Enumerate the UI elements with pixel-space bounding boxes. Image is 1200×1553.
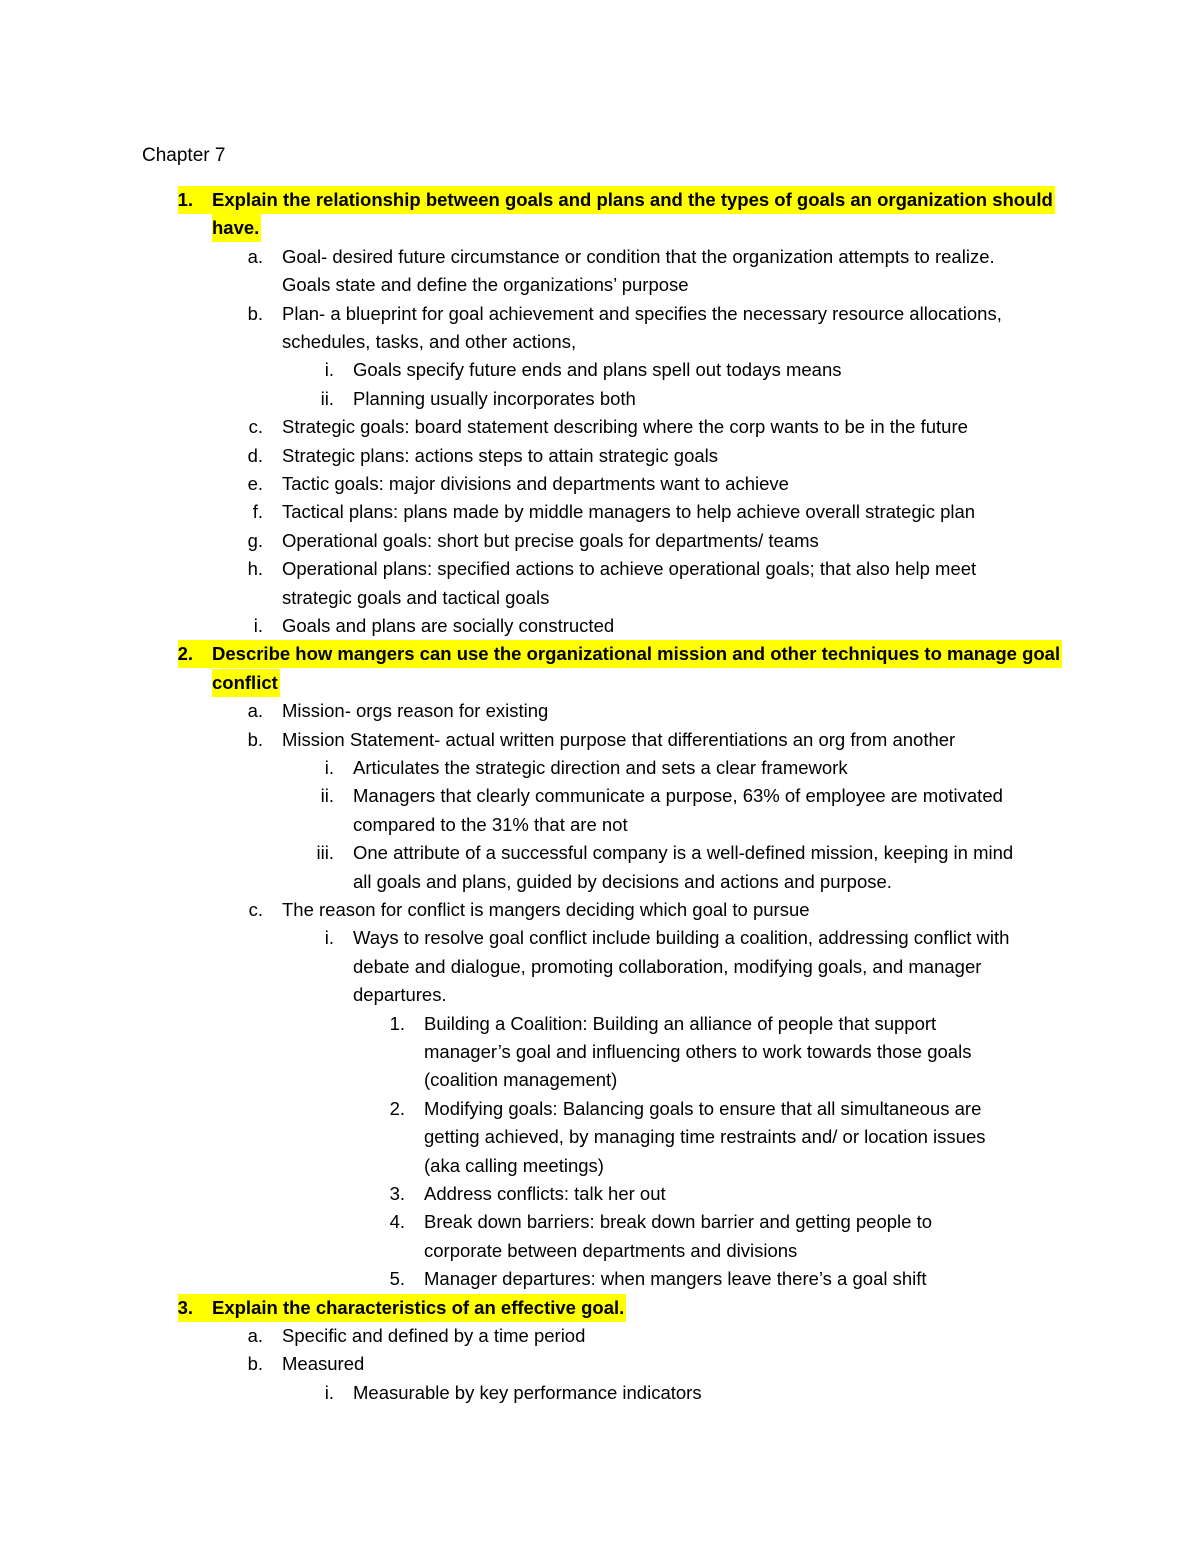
list-item-continuation: manager’s goal and influencing others to work towards those goals [424,1041,972,1062]
list-marker: 5. [389,1268,405,1290]
list-item-text: Mission Statement- actual written purpose that differentiations an org from another [282,728,956,750]
list-item-text: Strategic plans: actions steps to attain strategic goals [282,444,719,466]
list-item-text: Managers that clearly communicate a purpose, 63% of employee are motivated [353,785,1003,807]
list-item-continuation: strategic goals and tactical goals [282,586,550,608]
list-item-continuation: schedules, tasks, and other actions, [282,331,577,352]
list-marker: 2. [389,1097,405,1119]
list-item-text: Operational plans: specified actions to achieve operational goals; that also help meet [282,558,977,580]
list-item-text: Building a Coalition: Building an alliance of people that support [424,1012,937,1034]
list-item-text: One attribute of a successful company is a well-defined mission, keeping in mind [353,842,1014,864]
list-item-text: Tactical plans: plans made by middle managers to help achieve overall strategic plan [282,501,976,523]
list-item-continuation: debate and dialogue, promoting collaboration, modifying goals, and manager [353,955,982,977]
list-marker: 1. [178,186,212,214]
list-marker: iii. [316,842,334,864]
list-marker: 2. [178,640,212,668]
list-item-continuation: (aka calling meetings) [424,1154,604,1176]
page-title: Chapter 7 [142,145,226,166]
list-item-text: Break down barriers: break down barrier and getting people to [424,1211,933,1233]
list-item-text: Planning usually incorporates both [353,387,636,409]
list-item-text: Explain the relationship between goals and plans and the types of goals an organization should [212,186,1055,214]
list-item-text: Goal- desired future circumstance or condition that the organization attempts to realize. [282,245,995,267]
list-marker: i. [324,359,334,381]
list-item-text: Goals specify future ends and plans spell out todays means [353,359,842,381]
list-item-text: Tactic goals: major divisions and departments want to achieve [282,473,789,494]
list-marker: f. [252,501,263,523]
list-item-text: Specific and defined by a time period [282,1325,586,1346]
list-item-text: Manager departures: when mangers leave there’s a goal shift [424,1268,927,1290]
list-marker: a. [247,1325,263,1346]
list-marker: b. [247,302,263,324]
list-marker: c. [248,899,263,920]
list-item-continuation: compared to the 31% that are not [353,813,628,835]
list-marker: 3. [178,1294,212,1322]
list-item-continuation: have. [212,214,261,242]
list-marker: b. [247,1353,263,1375]
list-item-text: Plan- a blueprint for goal achievement and specifies the necessary resource allocations, [282,302,1002,324]
list-marker: 3. [389,1183,405,1204]
list-item-text: The reason for conflict is mangers deciding which goal to pursue [282,899,810,920]
list-item-continuation: Goals state and define the organizations’ purpose [282,274,689,296]
list-item-continuation: conflict [212,669,280,697]
list-item-text: Measured [282,1353,365,1375]
list-item-continuation: getting achieved, by managing time restraints and/ or location issues [424,1126,986,1148]
list-marker: g. [247,529,263,551]
list-item-text: Mission- orgs reason for existing [282,700,549,722]
list-item-text: Articulates the strategic direction and sets a clear framework [353,757,848,778]
list-item-continuation: corporate between departments and divisions [424,1239,798,1261]
list-item-text: Describe how mangers can use the organizational mission and other techniques to manage goal [212,640,1062,668]
list-marker: c. [248,416,263,438]
list-marker: d. [247,444,263,466]
list-item-text: Address conflicts: talk her out [424,1183,666,1204]
list-item-text: Modifying goals: Balancing goals to ensure that all simultaneous are [424,1097,982,1119]
list-marker: i. [324,927,334,949]
list-item-text: Strategic goals: board statement describing where the corp wants to be in the future [282,416,968,438]
list-marker: i. [324,757,334,778]
list-item-continuation: (coalition management) [424,1069,618,1091]
list-item-continuation: departures. [353,984,447,1006]
list-marker: h. [247,558,263,580]
list-marker: 1. [389,1012,405,1034]
list-item-text: Operational goals: short but precise goals for departments/ teams [282,529,819,551]
list-item-text: Ways to resolve goal conflict include building a coalition, addressing conflict with [353,927,1010,949]
list-marker: i. [253,615,263,636]
list-item-text: Goals and plans are socially constructed [282,615,615,636]
list-item-text: Explain the characteristics of an effective goal. [212,1294,626,1322]
list-item-text: Measurable by key performance indicators [353,1381,702,1403]
list-marker: i. [324,1381,334,1403]
list-item-continuation: all goals and plans, guided by decisions and actions and purpose. [353,870,892,892]
list-marker: 4. [389,1211,405,1233]
list-marker: b. [247,728,263,750]
list-marker: ii. [320,785,334,807]
list-marker: a. [247,245,263,267]
list-marker: a. [247,700,263,722]
list-marker: e. [247,473,263,494]
list-marker: ii. [320,387,334,409]
